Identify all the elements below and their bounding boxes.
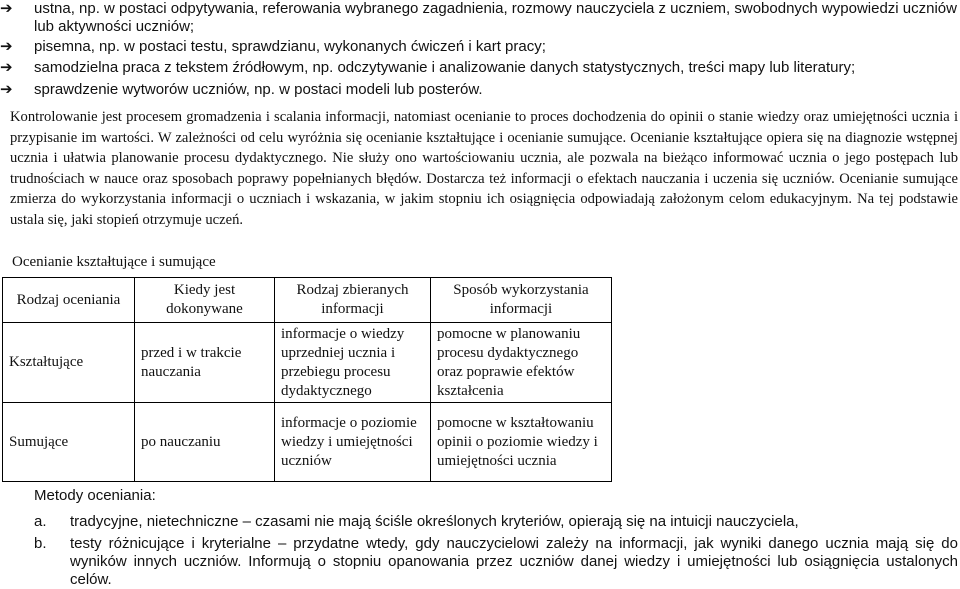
bullet-text: ustna, np. w postaci odpytywania, referowania wybranego zagadnienia, rozmowy nauczyciela z uczniem, swobodnych wypowiedzi uczniów lub aktywności uczniów; [34,0,957,35]
table-cell: Sumujące [3,403,135,482]
list-marker: b. [34,535,47,552]
methods-heading: Metody oceniania: [34,487,156,504]
table-cell: przed i w trakcie nauczania [135,323,275,403]
table-cell: pomocne w kształtowaniu opinii o poziomie wiedzy i umiejętności ucznia [431,403,612,482]
table-header-cell: Kiedy jest dokonywane [135,278,275,323]
bullet-text: sprawdzenie wytworów uczniów, np. w postaci modeli lub posterów. [34,81,483,98]
arrow-right-icon: ➔ [0,0,13,17]
table-cell: po nauczaniu [135,403,275,482]
bullet-text: pisemna, np. w postaci testu, sprawdzianu, wykonanych ćwiczeń i kart pracy; [34,38,546,55]
list-marker: a. [34,513,47,530]
table-cell: informacje o poziomie wiedzy i umiejętności uczniów [275,403,431,482]
body-paragraph: Kontrolowanie jest procesem gromadzenia i scalania informacji, natomiast ocenianie to proces dochodzenia do opinii o stanie wiedzy oraz umiejętności ucznia i przypisanie im wartości. W zależności od celu wyróżnia się ocenianie kształtujące i ocenianie sumujące. Ocenianie kształtujące opiera się na diagnozie wstępnej ucznia i ułatwia planowanie procesu dydaktycznego. Nie służy ono wartościowaniu ucznia, ale pozwala na bieżąco informować ucznia o jego postępach lub trudnościach w nauce oraz sposobach poprawy popełnianych błędów. Dostarcza też informacji o efektach nauczania i uczenia się uczniów. Ocenianie sumujące zmierza do wykorzystania informacji o uczniach i wskazania, w jakim stopniu ich osiągnięcia odpowiadają założonym celom edukacyjnym. Na tej podstawie ustala się, jaki stopień otrzymuje uczeń. [10,109,958,228]
table-header-cell: Rodzaj oceniania [3,278,135,323]
arrow-right-icon: ➔ [0,38,13,55]
table-header-cell: Sposób wykorzystania informacji [431,278,612,323]
table-header-row [3,278,612,323]
table-cell: Kształtujące [3,323,135,403]
arrow-right-icon: ➔ [0,81,13,98]
list-item-text: testy różnicujące i kryterialne – przydatne wtedy, gdy nauczycielowi zależy na informacji, jak wyniki danego ucznia mają się do wyników innych uczniów. Informują o stopniu opanowania przez uczniów danej wiedzy i umiejętności lub osiągnięcia ustalonych celów. [70,535,958,588]
assessment-table [2,277,612,482]
table-title: Ocenianie kształtujące i sumujące [12,254,216,270]
bullet-text: samodzielna praca z tekstem źródłowym, np. odczytywanie i analizowanie danych statystycznych, treści mapy lub literatury; [34,59,856,76]
table-row [3,323,612,403]
table-row [3,403,612,482]
table-cell: informacje o wiedzy uprzedniej ucznia i przebiegu procesu dydaktycznego [275,323,431,403]
table-header-cell: Rodzaj zbieranych informacji [275,278,431,323]
table-cell: pomocne w planowaniu procesu dydaktycznego oraz poprawie efektów kształcenia [431,323,612,403]
list-item-text: tradycyjne, nietechniczne – czasami nie mają ściśle określonych kryteriów, opierają się na intuicji nauczyciela, [70,513,799,530]
arrow-right-icon: ➔ [0,59,13,76]
